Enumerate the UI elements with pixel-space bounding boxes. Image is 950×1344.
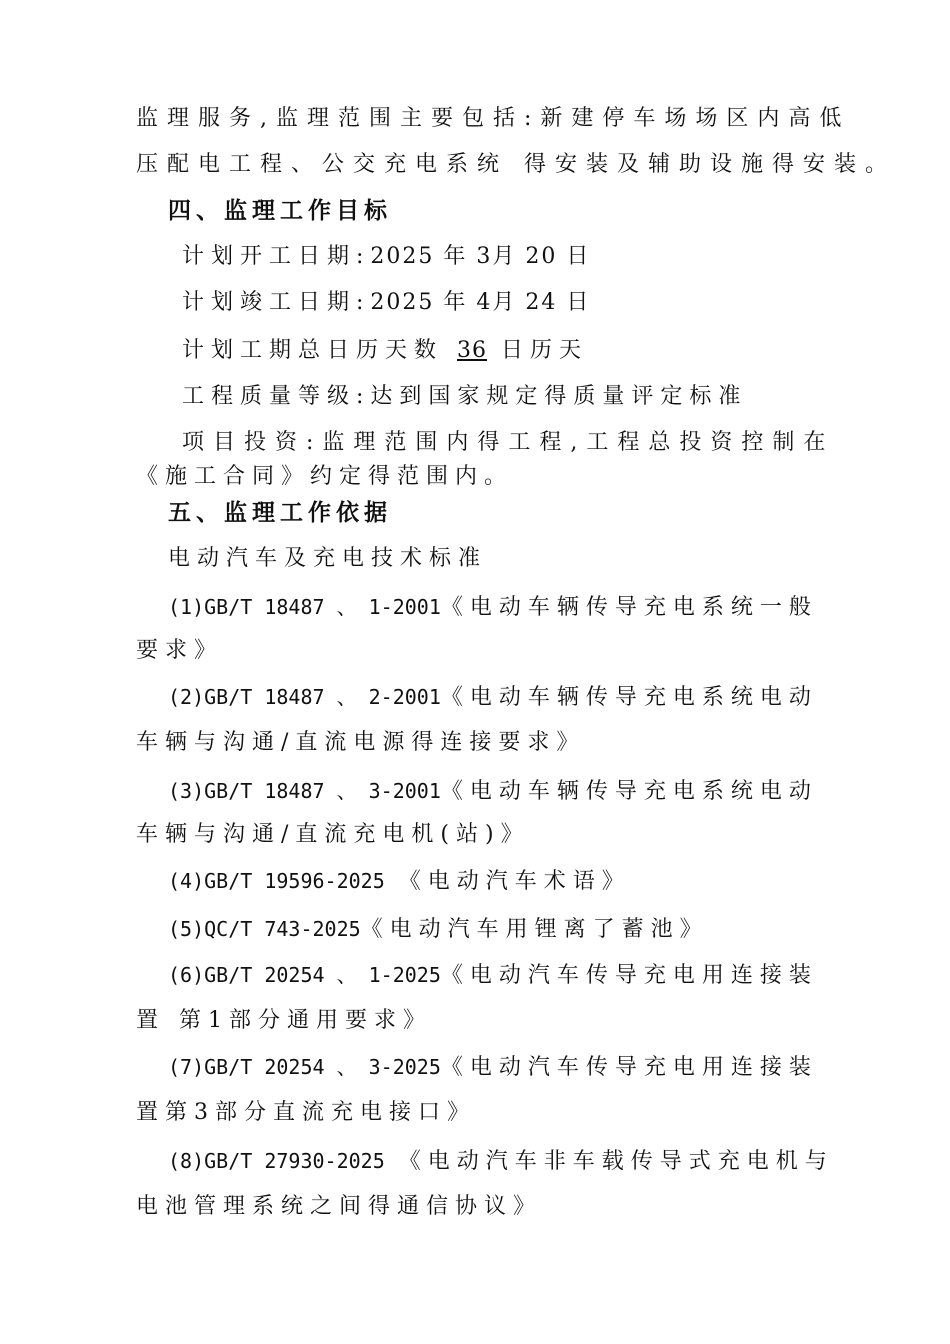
standard-code: (7)GB/T 20254 、 3-2025	[168, 1055, 441, 1079]
planned-start-date	[182, 242, 590, 272]
standard-title: 《电动汽车术语》	[384, 869, 631, 894]
planned-duration-days: 36	[457, 338, 488, 363]
standard-item-3	[168, 776, 818, 807]
investment-line-1: 项目投资:监理范围内得工程,工程总投资控制在	[182, 430, 835, 455]
planned-duration	[182, 336, 588, 366]
standard-title: 《电动汽车非车载传导式充电机与	[384, 1149, 834, 1174]
standard-code: (4)GB/T 19596-2025	[168, 869, 385, 893]
standard-title: 《电动汽车传导充电用连接装	[440, 1055, 818, 1080]
standard-item-1	[168, 592, 818, 623]
quality-grade: 工程质量等级:达到国家规定得质量评定标准	[182, 384, 748, 409]
planned-end-value: 2025 年 4月 24 日	[370, 290, 591, 315]
intro-line-2: 压配电工程、公交充电系统 得安装及辅助设施得安装。	[136, 152, 896, 177]
standard-item-2-cont: 车辆与沟通/直流电源得连接要求》	[136, 730, 586, 755]
standards-subheading: 电动汽车及充电技术标准	[168, 546, 488, 571]
standard-item-5	[168, 914, 709, 945]
planned-start-label: 计划开工日期:	[182, 244, 371, 269]
standard-title: 《电动汽车用锂离了蓄池》	[360, 917, 709, 942]
section-4-heading: 四、监理工作目标	[168, 197, 392, 224]
standard-code: (8)GB/T 27930-2025	[168, 1149, 385, 1173]
standard-item-7	[168, 1052, 818, 1083]
standard-item-6	[168, 960, 818, 991]
investment-line-2: 《施工合同》约定得范围内。	[136, 464, 514, 489]
standard-item-7-cont: 置第3部分直流充电接口》	[136, 1100, 476, 1125]
standard-item-8	[168, 1146, 834, 1177]
standard-item-6-cont: 置 第1部分通用要求》	[136, 1008, 432, 1033]
planned-duration-unit: 日历天	[501, 338, 589, 363]
standard-code: (5)QC/T 743-2025	[168, 917, 361, 941]
standard-code: (6)GB/T 20254 、 1-2025	[168, 963, 441, 987]
standard-item-1-cont: 要求》	[136, 638, 224, 663]
planned-end-label: 计划竣工日期:	[182, 290, 371, 315]
standard-item-8-cont: 电池管理系统之间得通信协议》	[136, 1194, 543, 1219]
planned-start-value: 2025 年 3月 20 日	[370, 244, 591, 269]
standard-title: 《电动汽车传导充电用连接装	[440, 963, 818, 988]
standard-code: (2)GB/T 18487 、 2-2001	[168, 685, 441, 709]
standard-item-2	[168, 682, 818, 713]
standard-code: (1)GB/T 18487 、 1-2001	[168, 595, 441, 619]
standard-title: 《电动车辆传导充电系统电动	[440, 685, 818, 710]
planned-end-date	[182, 288, 590, 318]
standard-item-3-cont: 车辆与沟通/直流充电机(站)》	[136, 822, 530, 847]
standard-title: 《电动车辆传导充电系统一般	[440, 595, 818, 620]
standard-item-4	[168, 866, 631, 897]
section-5-heading: 五、监理工作依据	[168, 499, 392, 526]
intro-line-1: 监理服务,监理范围主要包括:新建停车场场区内高低	[136, 106, 851, 131]
standard-title: 《电动车辆传导充电系统电动	[440, 779, 818, 804]
planned-duration-label: 计划工期总日历天数	[182, 338, 444, 363]
standard-code: (3)GB/T 18487 、 3-2001	[168, 779, 441, 803]
